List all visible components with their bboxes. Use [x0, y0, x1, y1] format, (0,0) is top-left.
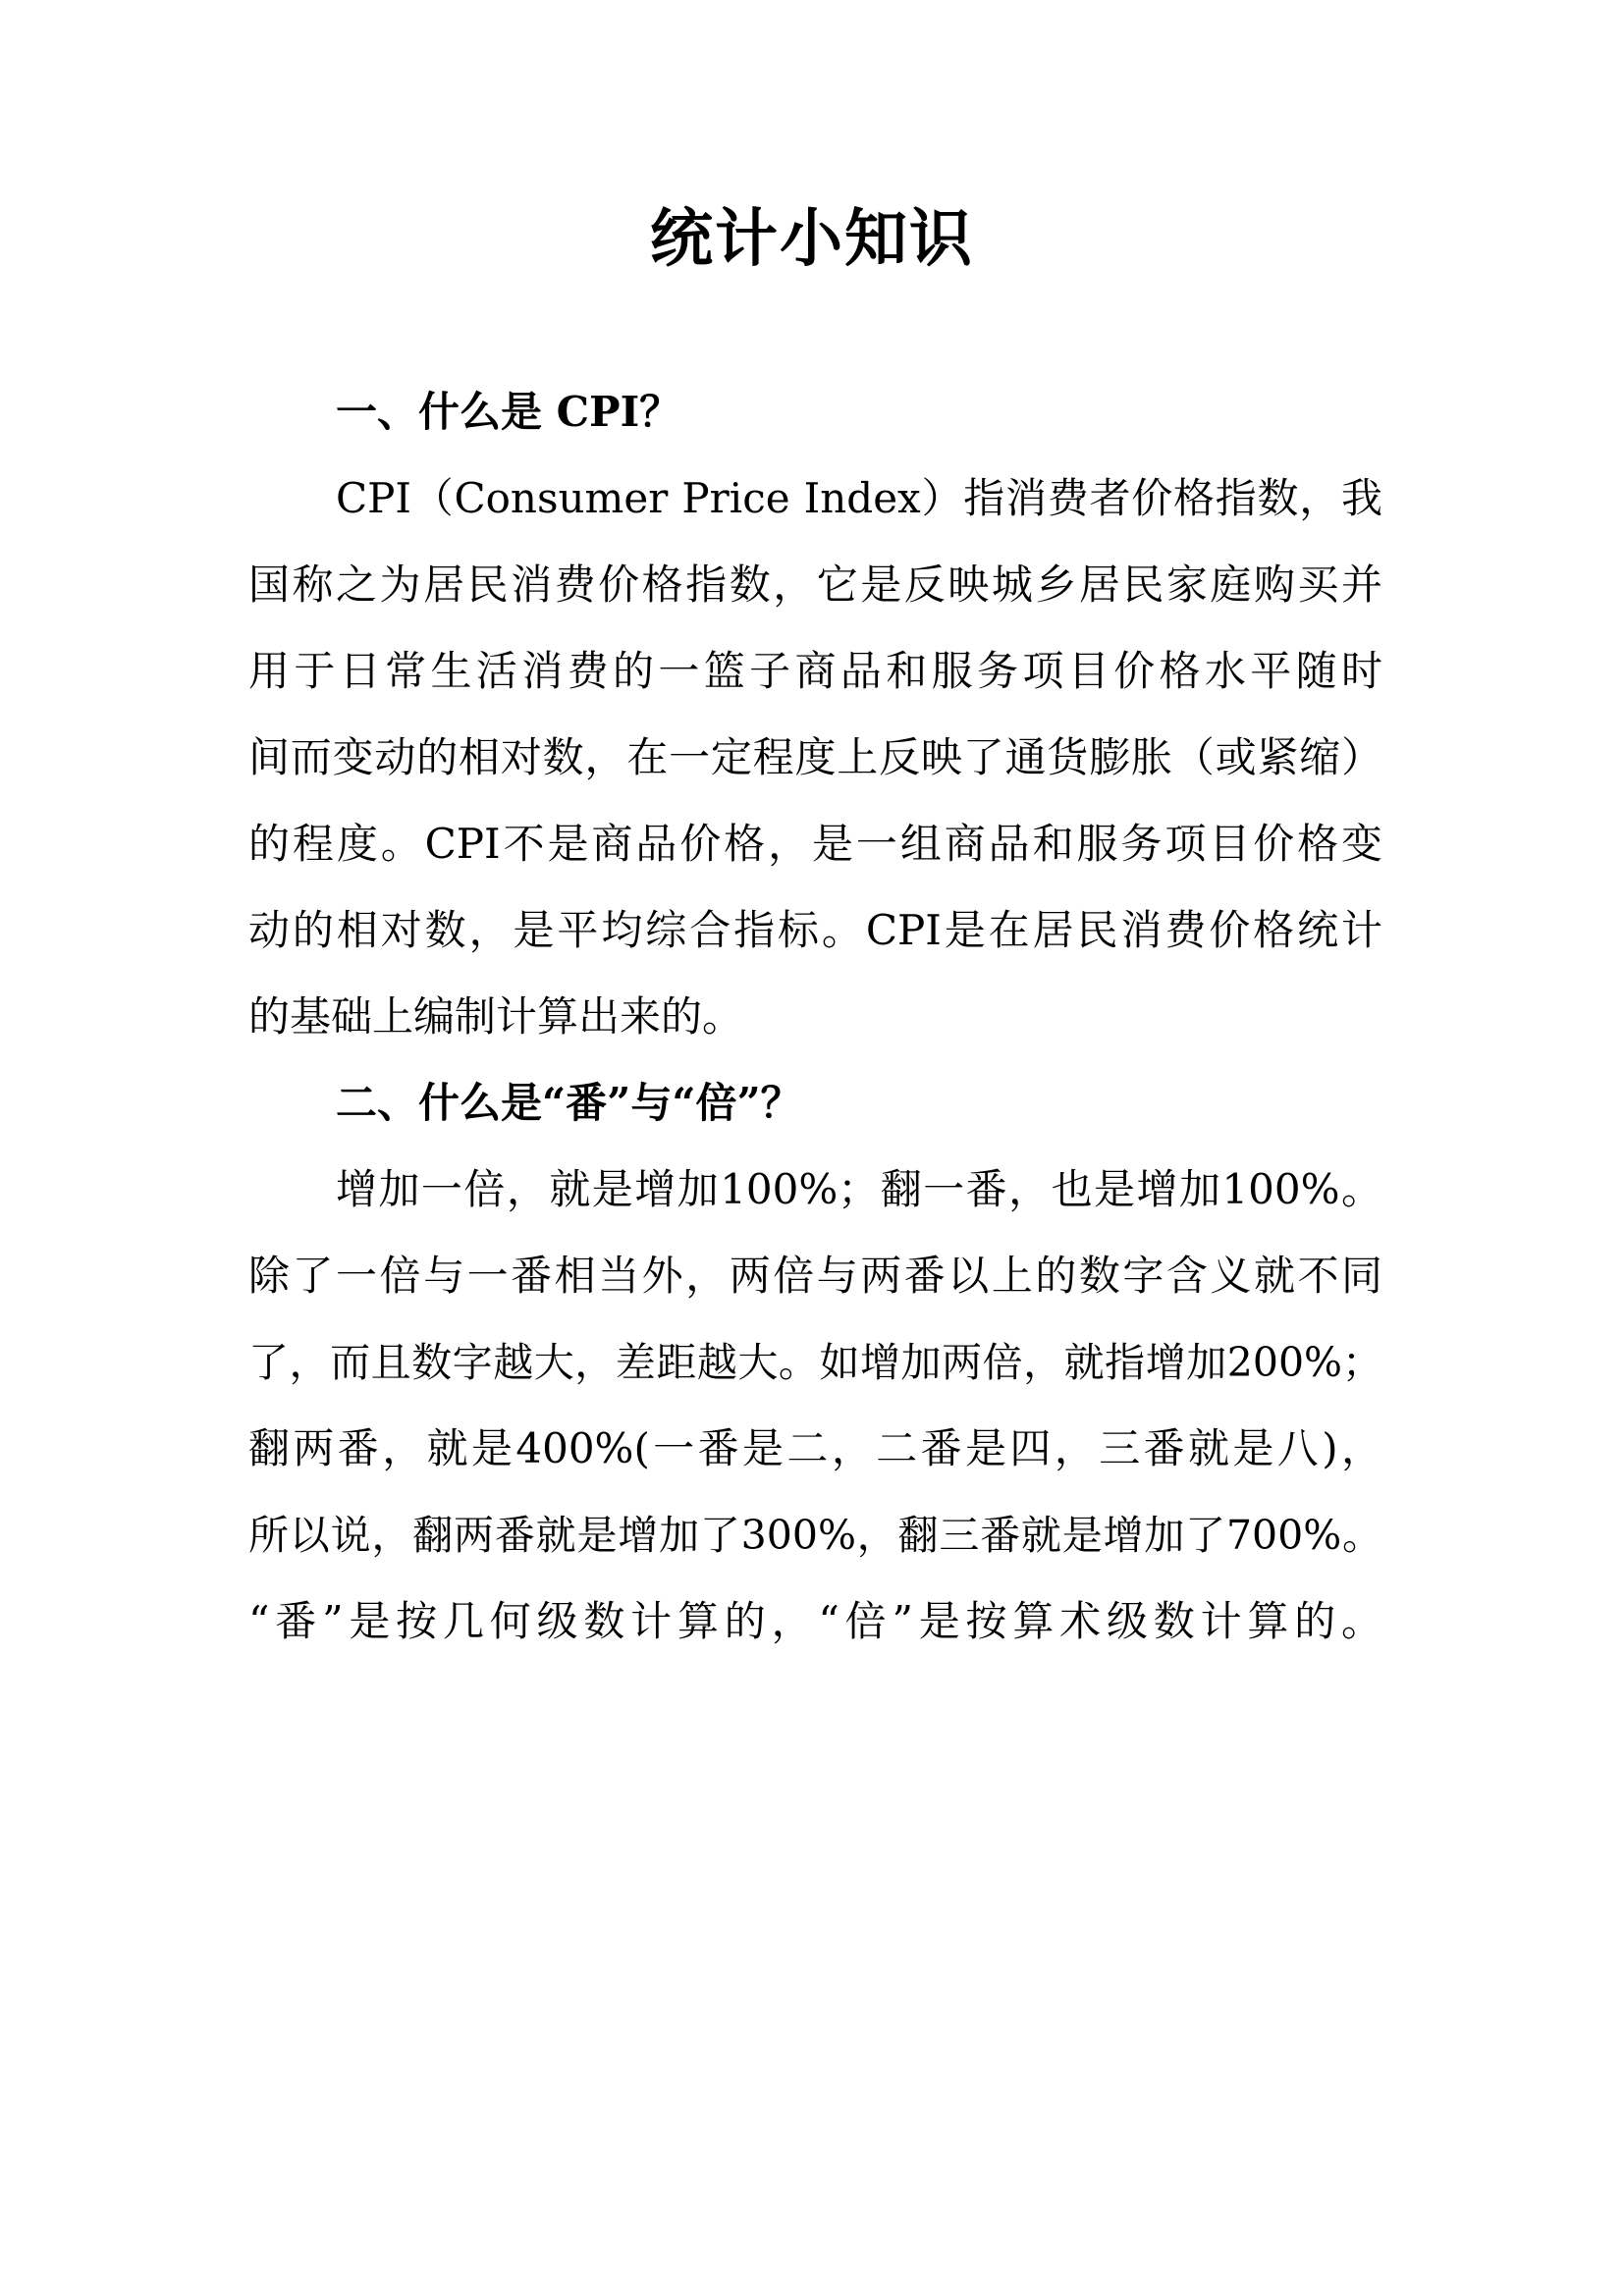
section1-line: 间而变动的相对数，在一定程度上反映了通货膨胀（或紧缩） [248, 733, 1382, 781]
section1-line: 的基础上编制计算出来的。 [248, 992, 744, 1041]
section2-line: “番”是按几何级数计算的，“倍”是按算术级数计算的。 [248, 1597, 1382, 1645]
section2-heading: 二、什么是“番”与“倍”？ [336, 1079, 802, 1127]
section2-line: 了，而且数字越大，差距越大。如增加两倍，就指增加200%； [248, 1339, 1382, 1386]
section1-heading: 一、什么是 CPI？ [336, 388, 681, 436]
document-title: 统计小知识 [650, 202, 974, 276]
section1-line: 国称之为居民消费价格指数，它是反映城乡居民家庭购买并 [248, 561, 1382, 609]
section1-line: 动的相对数，是平均综合指标。CPI是在居民消费价格统计 [248, 906, 1382, 954]
section1-line: 的程度。CPI不是商品价格，是一组商品和服务项目价格变 [248, 820, 1382, 868]
section1-line: 用于日常生活消费的一篮子商品和服务项目价格水平随时 [248, 647, 1382, 695]
section2-line: 翻两番，就是400%(一番是二，二番是四，三番就是八)， [248, 1424, 1382, 1472]
section2-line: 所以说，翻两番就是增加了300%，翻三番就是增加了700%。 [248, 1512, 1382, 1559]
section2-line: 增加一倍，就是增加100%；翻一番，也是增加100%。 [336, 1165, 1382, 1213]
section2-line: 除了一倍与一番相当外，两倍与两番以上的数字含义就不同 [248, 1252, 1382, 1300]
section1-line: CPI（Consumer Price Index）指消费者价格指数，我 [336, 474, 1382, 522]
